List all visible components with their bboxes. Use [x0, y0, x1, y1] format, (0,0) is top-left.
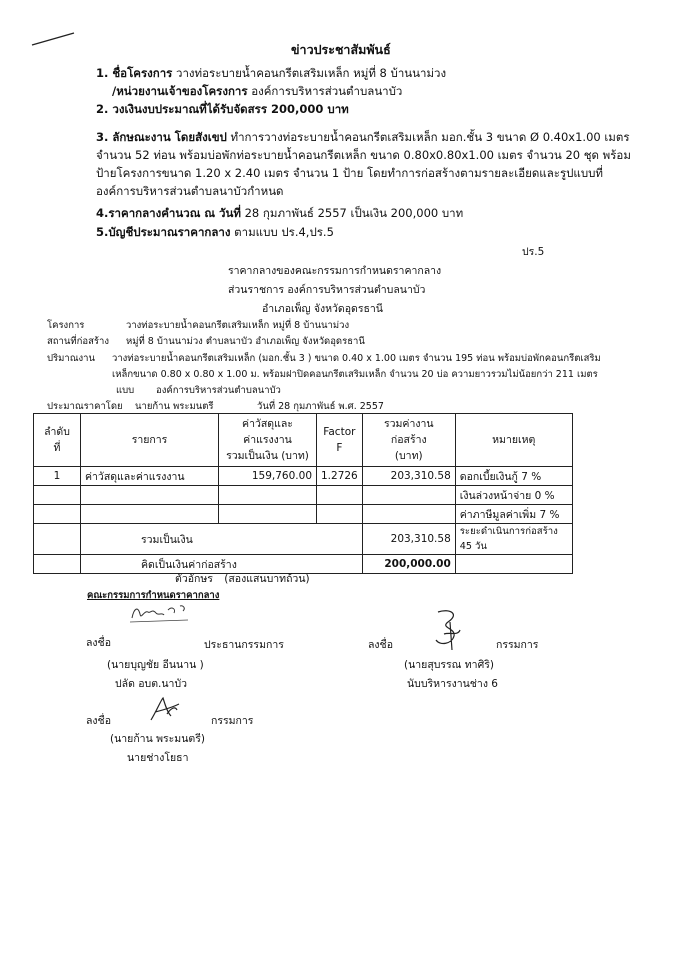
estimate-account-label: 5.บัญชีประมาณราคากลาง: [96, 225, 231, 239]
header-total: รวมค่างานก่อสร้าง (บาท): [362, 414, 455, 467]
project-label: โครงการ: [47, 320, 85, 331]
estimator-value: นายก้าน พระมนตรี: [135, 401, 214, 412]
form-type-value: องค์การบริหารส่วนตำบลนาบัว: [156, 385, 281, 396]
site-label: สถานที่ก่อสร้าง: [47, 336, 109, 347]
quantity-line-2: เหล็กขนาด 0.80 x 0.80 x 1.00 ม. พร้อมฝาปิดคอนกรีตเสริมเหล็ก จำนวน 20 บ่อ ความยาวรวมไม่น้อยกว่า 211 เมตร: [112, 369, 598, 380]
member1-name: (นายสุบรรณ ทาศิริ): [404, 659, 494, 671]
table-sum-row: [34, 524, 573, 555]
project-name-value: วางท่อระบายน้ำคอนกรีตเสริมเหล็ก หมู่ที่ 8 บ้านนาม่วง: [176, 66, 447, 80]
row-no: 1: [34, 467, 81, 486]
member2-role: กรรมการ: [211, 715, 254, 727]
form-header-3: อำเภอเพ็ญ จังหวัดอุดรธานี: [262, 303, 383, 315]
estimate-account-line: [96, 224, 334, 242]
note-vat: ค่าภาษีมูลค่าเพิ่ม 7 %: [455, 505, 572, 524]
member2-sign-label: ลงชื่อ: [86, 715, 111, 727]
chair-name: (นายบุญชัย อีนนาน ): [107, 659, 204, 671]
project-name-line: [96, 65, 446, 83]
table-header-row: [34, 414, 573, 467]
final-label: คิดเป็นเงินค่าก่อสร้าง: [81, 555, 363, 574]
amount-words-line: [175, 570, 310, 587]
table-row: [34, 486, 573, 505]
chair-position: ปลัด อบต.นาบัว: [115, 678, 188, 690]
row-factor: 1.2726: [317, 467, 363, 486]
table-row: [34, 467, 573, 486]
chair-role: ประธานกรรมการ: [204, 639, 284, 651]
estimate-account-value: ตามแบบ ปร.4,ปร.5: [234, 225, 334, 239]
reference-price-label: 4.ราคากลางคำนวณ ณ วันที่: [96, 206, 241, 220]
header-no: ลำดับ ที่: [34, 414, 81, 467]
committee-heading: คณะกรรมการกำหนดราคากลาง: [87, 590, 220, 601]
quantity-line-1: วางท่อระบายน้ำคอนกรีตเสริมเหล็ก (มอก.ชั้น 3 ) ขนาด 0.40 x 1.00 เมตร จำนวน 195 ท่อน พร้อมบ่อพักคอนกรีตเสริม: [112, 353, 601, 364]
form-header-1: ราคากลางของคณะกรรมการกำหนดราคากลาง: [228, 265, 442, 277]
final-total: 200,000.00: [362, 555, 455, 574]
sum-total: 203,310.58: [362, 524, 455, 555]
chair-signature: [128, 600, 190, 628]
description-line-3: ป้ายโครงการขนาด 1.20 x 2.40 เมตร จำนวน 1 ป้าย โดยทำการก่อสร้างตามรายละเอียดและรูปแบบที่: [96, 166, 604, 180]
amount-words-value: (สองแสนบาทถ้วน): [224, 573, 310, 585]
member1-signature: [430, 606, 470, 652]
row-total: 203,310.58: [362, 467, 455, 486]
table-row: [34, 505, 573, 524]
description-line-1: [96, 129, 630, 147]
sum-label: รวมเป็นเงิน: [81, 524, 363, 555]
member2-signature: [147, 694, 183, 724]
member2-name: (นายก้าน พระมนตรี): [110, 733, 205, 745]
member1-position: นับบริหารงานช่าง 6: [407, 678, 498, 690]
row-cost: 159,760.00: [219, 467, 317, 486]
member1-sign-label: ลงชื่อ: [368, 639, 393, 651]
owner-label: /หน่วยงานเจ้าของโครงการ: [112, 84, 248, 98]
row-item: ค่าวัสดุและค่าแรงงาน: [81, 467, 219, 486]
header-item: รายการ: [81, 414, 219, 467]
description-label: 3. ลักษณะงาน โดยสังเขป: [96, 130, 227, 144]
announcement-title: ข่าวประชาสัมพันธ์: [291, 42, 391, 57]
cost-table: [33, 413, 573, 574]
project-name-label: 1. ชื่อโครงการ: [96, 66, 173, 80]
estimate-date: วันที่ 28 กุมภาพันธ์ พ.ศ. 2557: [257, 401, 384, 412]
note-duration: ระยะดำเนินการก่อสร้าง 45 วัน: [455, 524, 572, 555]
site-value: หมู่ที่ 8 บ้านนาม่วง ตำบลนาบัว อำเภอเพ็ญ จังหวัดอุดรธานี: [126, 336, 365, 347]
description-line-4: องค์การบริหารส่วนตำบลนาบัวกำหนด: [96, 184, 284, 198]
budget-line: 2. วงเงินงบประมาณที่ได้รับจัดสรร 200,000 บาท: [96, 102, 349, 116]
pen-mark: [30, 30, 76, 48]
owner-value: องค์การบริหารส่วนตำบลนาบัว: [251, 84, 403, 98]
note-interest: ดอกเบี้ยเงินกู้ 7 %: [455, 467, 572, 486]
quantity-label: ปริมาณงาน: [47, 353, 96, 364]
member1-role: กรรมการ: [496, 639, 539, 651]
header-note: หมายเหตุ: [455, 414, 572, 467]
note-advance: เงินล่วงหน้าจ่าย 0 %: [455, 486, 572, 505]
form-type-label: แบบ: [116, 385, 135, 396]
member2-position: นายช่างโยธา: [127, 752, 189, 764]
owner-line: [112, 83, 402, 101]
amount-words-label: ตัวอักษร: [175, 573, 213, 585]
chair-sign-label: ลงชื่อ: [86, 637, 111, 649]
description-text-1: ทำการวางท่อระบายน้ำคอนกรีตเสริมเหล็ก มอก.ชั้น 3 ขนาด Ø 0.40x1.00 เมตร: [230, 130, 630, 144]
header-factor: Factor F: [317, 414, 363, 467]
form-code: ปร.5: [522, 246, 545, 258]
reference-price-value: 28 กุมภาพันธ์ 2557 เป็นเงิน 200,000 บาท: [244, 206, 464, 220]
header-cost: ค่าวัสดุและ ค่าแรงงาน รวมเป็นเงิน (บาท): [219, 414, 317, 467]
estimator-label: ประมาณราคาโดย: [47, 401, 123, 412]
form-header-2: ส่วนราชการ องค์การบริหารส่วนตำบลนาบัว: [228, 284, 426, 296]
description-line-2: จำนวน 52 ท่อน พร้อมบ่อพักท่อระบายน้ำคอนกรีตเหล็ก ขนาด 0.80x0.80x1.00 เมตร จำนวน 20 ชุด พร้อม: [96, 148, 631, 162]
reference-price-line: [96, 205, 463, 223]
project-value: วางท่อระบายน้ำคอนกรีตเสริมเหล็ก หมู่ที่ 8 บ้านนาม่วง: [126, 320, 350, 331]
